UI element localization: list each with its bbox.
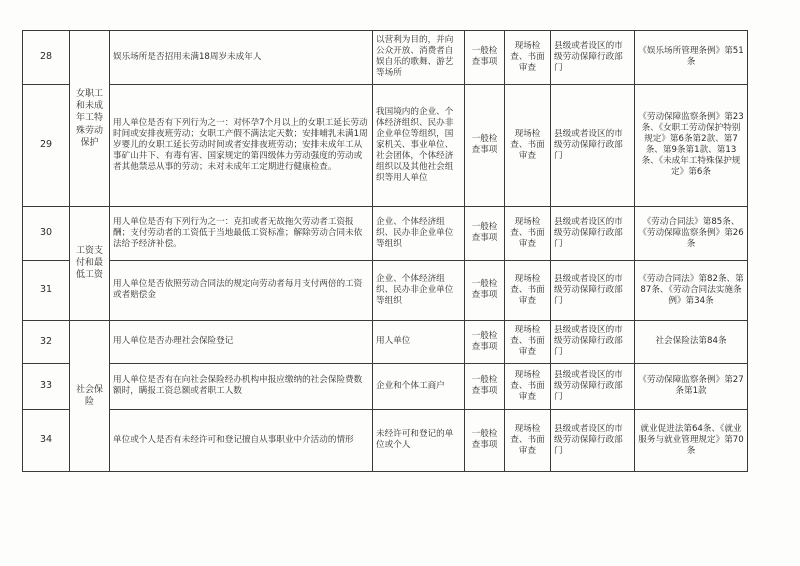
inspection-item: 用人单位是否有下列行为之一：对怀孕7个月以上的女职工延长劳动时间或安排夜班劳动；女职工产假不满法定天数；安排哺乳未满1周岁婴儿的女职工延长劳动时间或者安排夜班劳动；安排未成年工从事矿山井下、有毒有害、国家规定的第四级体力劳动强度的劳动或者其他禁忌从事的劳动；未对未成年工定期进行健康检查。 <box>110 84 373 206</box>
inspection-department: 县级或者设区的市级劳动保障行政部门 <box>551 84 635 206</box>
row-number: 31 <box>23 260 70 320</box>
legal-basis: 《劳动合同法》第82条、第87条、《劳动合同法实施条例》第34条 <box>635 260 748 320</box>
inspection-kind: 一般检查事项 <box>465 206 505 260</box>
table-row <box>23 260 748 320</box>
inspection-method: 现场检查、书面审查 <box>505 409 551 471</box>
inspection-department: 县级或者设区的市级劳动保障行政部门 <box>551 260 635 320</box>
inspection-item: 用人单位是否依照劳动合同法的规定向劳动者每月支付两倍的工资或者赔偿金 <box>110 260 373 320</box>
row-number: 29 <box>23 84 70 206</box>
inspection-department: 县级或者设区的市级劳动保障行政部门 <box>551 409 635 471</box>
inspection-item: 用人单位是否办理社会保险登记 <box>110 320 373 363</box>
inspection-object: 未经许可和登记的单位或个人 <box>373 409 465 471</box>
inspection-method: 现场检查、书面审查 <box>505 363 551 409</box>
inspection-object: 我国境内的企业、个体经济组织、民办非企业单位等组织，国家机关、事业单位、社会团体，个体经济组织以及其他社会组织等用人单位 <box>373 84 465 206</box>
inspection-object: 以营利为目的，并向公众开放、消费者自娱自乐的歌舞、游艺等场所 <box>373 31 465 85</box>
legal-basis: 《劳动保障监察条例》第23条、《女职工劳动保护特别规定》第6条第2款、第7条、第9条第1款、第13条、《未成年工特殊保护规定》第6条 <box>635 84 748 206</box>
category-cell: 社会保险 <box>70 320 110 471</box>
inspection-item: 用人单位是否有下列行为之一：克扣或者无故拖欠劳动者工资报酬；支付劳动者的工资低于当地最低工资标准；解除劳动合同未依法给予经济补偿。 <box>110 206 373 260</box>
inspection-kind: 一般检查事项 <box>465 363 505 409</box>
inspection-kind: 一般检查事项 <box>465 84 505 206</box>
table-row <box>23 409 748 471</box>
inspection-object: 企业、个体经济组织、民办非企业单位等组织 <box>373 260 465 320</box>
inspection-kind: 一般检查事项 <box>465 31 505 85</box>
category-cell: 女职工和未成年工特殊劳动保护 <box>70 31 110 207</box>
inspection-item: 单位或个人是否有未经许可和登记擅自从事职业中介活动的情形 <box>110 409 373 471</box>
row-number: 32 <box>23 320 70 363</box>
inspection-kind: 一般检查事项 <box>465 260 505 320</box>
inspection-kind: 一般检查事项 <box>465 409 505 471</box>
table-row <box>23 31 748 85</box>
row-number: 30 <box>23 206 70 260</box>
row-number: 34 <box>23 409 70 471</box>
inspection-method: 现场检查、书面审查 <box>505 320 551 363</box>
inspection-item: 娱乐场所是否招用未满18周岁未成年人 <box>110 31 373 85</box>
table-row <box>23 84 748 206</box>
inspection-department: 县级或者设区的市级劳动保障行政部门 <box>551 363 635 409</box>
inspection-method: 现场检查、书面审查 <box>505 206 551 260</box>
inspection-items-table <box>22 30 748 472</box>
legal-basis: 《劳动合同法》第85条、《劳动保障监察条例》第26条 <box>635 206 748 260</box>
legal-basis: 《娱乐场所管理条例》第51条 <box>635 31 748 85</box>
category-cell: 工资支付和最低工资 <box>70 206 110 320</box>
legal-basis: 就业促进法第64条、《就业服务与就业管理规定》第70条 <box>635 409 748 471</box>
inspection-kind: 一般检查事项 <box>465 320 505 363</box>
table-row <box>23 206 748 260</box>
inspection-department: 县级或者设区的市级劳动保障行政部门 <box>551 320 635 363</box>
legal-basis: 《劳动保障监察条例》第27条第1款 <box>635 363 748 409</box>
inspection-object: 用人单位 <box>373 320 465 363</box>
inspection-method: 现场检查、书面审查 <box>505 31 551 85</box>
inspection-department: 县级或者设区的市级劳动保障行政部门 <box>551 206 635 260</box>
table-row <box>23 363 748 409</box>
inspection-department: 县级或者设区的市级劳动保障行政部门 <box>551 31 635 85</box>
legal-basis: 社会保险法第84条 <box>635 320 748 363</box>
inspection-method: 现场检查、书面审查 <box>505 84 551 206</box>
inspection-method: 现场检查、书面审查 <box>505 260 551 320</box>
inspection-object: 企业和个体工商户 <box>373 363 465 409</box>
inspection-item: 用人单位是否有在向社会保险经办机构申报应缴纳的社会保险费数额时，瞒报工资总额或者职工人数 <box>110 363 373 409</box>
inspection-object: 企业、个体经济组织、民办非企业单位等组织 <box>373 206 465 260</box>
row-number: 33 <box>23 363 70 409</box>
table-row <box>23 320 748 363</box>
row-number: 28 <box>23 31 70 85</box>
